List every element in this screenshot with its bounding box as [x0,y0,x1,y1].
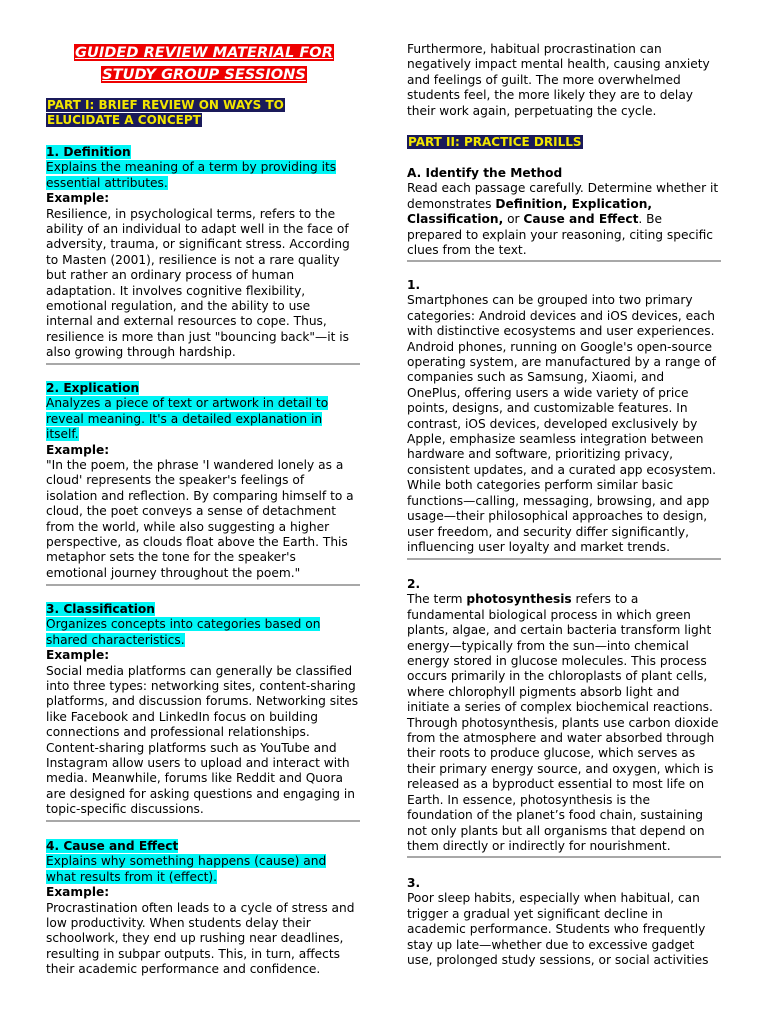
example-line: like Facebook and LinkedIn focus on building [46,709,318,724]
drill-line: consistent updates, and a curated app ecosystem. [407,462,717,477]
instruction-line: prepared to explain your reasoning, citing specific [407,227,713,242]
method-description-line: Organizes concepts into categories based on [46,617,321,632]
example-line: Procrastination often leads to a cycle of stress and [46,900,355,915]
drill-line: released as a byproduct essential to most life on [407,777,705,792]
example-line: internal and external resources to cope. Thus, [46,314,327,329]
method-explication [46,381,362,581]
example-line: ability of an individual to adapt well in the face of [46,222,349,237]
drill-term-bold: photosynthesis [466,592,572,607]
method-description-line: itself. [46,427,79,442]
example-label: Example: [46,885,110,900]
drill-line: user freedom, and security differ significantly, [407,524,689,539]
drill-line: energy—typically from the sun—into chemical [407,638,689,653]
example-label: Example: [46,648,110,663]
example-label: Example: [46,442,110,457]
drill-line: foundation of the planet’s food chain, sustaining [407,808,703,823]
divider [46,820,360,822]
part-2-heading-text: PART II: PRACTICE DRILLS [408,135,582,149]
drill-line: hardware and software, prioritizing privacy, [407,447,674,462]
paragraph-line: students feel, the more likely they are to delay [407,88,694,103]
example-line: metaphor sets the tone for the speaker's [46,550,296,565]
example-line: connections and professional relationships. [46,725,310,740]
example-line: Instagram allow users to upload and interact with [46,756,350,771]
drill-line: plants, algae, and certain bacteria transform light [407,623,712,638]
method-description-line: Explains why something happens (cause) and [46,854,327,869]
drill-line: from the atmosphere and water absorbed through [407,731,715,746]
title-line-1: GUIDED REVIEW MATERIAL FOR [75,44,333,61]
example-line: cloud' represents the speaker's feelings of [46,473,305,488]
drill-line: Earth. In essence, photosynthesis is the [407,792,651,807]
drill-line: occurs primarily in the chloroplasts of plant cells, [407,669,708,684]
part-1-heading-line-1: PART I: BRIEF REVIEW ON WAYS TO [47,98,284,112]
drill-number: 2. [407,577,421,591]
method-heading: 2. Explication [46,381,140,395]
example-line: topic-specific discussions. [46,802,204,817]
example-line: cloud, the poet conveys a sense of detachment [46,504,337,519]
example-line: isolation and reflection. By comparing himself to a [46,488,354,503]
document-title [46,42,362,85]
drill-line: initiate a series of complex biochemical reactions. [407,700,713,715]
instruction-bold: Definition, Explication, [495,196,652,211]
divider [407,260,721,262]
drill-line: influencing user loyalty and market trends. [407,539,671,554]
example-line: adversity, trauma, or significant stress. According [46,237,350,252]
method-classification [46,602,362,818]
method-description-line: Explains the meaning of a term by providing its [46,160,337,175]
paragraph-line: Furthermore, habitual procrastination can [407,42,662,56]
drill-line: While both categories perform similar basic [407,478,674,493]
part-1-heading [46,98,362,129]
instruction-text: demonstrates [407,196,496,211]
divider [407,856,721,858]
drill-line: categories: Android devices and iOS devices, each [407,308,716,323]
divider [407,558,721,560]
drill-line [407,592,725,607]
part-1-heading-line-2: ELUCIDATE A CONCEPT [47,113,201,128]
instruction-line: Read each passage carefully. Determine whether it [407,181,719,196]
instruction-line [407,197,725,212]
example-line: media. Meanwhile, forums like Reddit and Quora [46,771,343,786]
example-line: resilience is more than just "bouncing back"—it is [46,329,349,344]
drill-line: their primary energy source, and oxygen, which is [407,761,714,776]
drill-line: operating system, are manufactured by a range of [407,355,716,370]
drill-line: functions—calling, messaging, browsing, and app [407,493,710,508]
method-cause-and-effect [46,839,362,978]
drill-line: energy stored in glucose molecules. This process [407,654,707,669]
example-label: Example: [46,191,110,206]
drill-line: trigger a gradual yet significant decline in [407,906,663,921]
instruction-bold: Cause and Effect [523,212,639,227]
method-heading: 4. Cause and Effect [46,839,179,853]
instruction-line: clues from the text. [407,243,527,258]
drill-line: OnePlus, offering users a wide variety of price [407,385,689,400]
example-line: into three types: networking sites, content-sharing [46,679,356,694]
drill-3 [407,876,725,968]
drill-number: 1. [407,278,421,292]
example-line: Social media platforms can generally be classified [46,663,353,678]
drill-line: points, designs, and customizable features. In [407,401,688,416]
example-line: adaptation. It involves cognitive flexibility, [46,283,306,298]
example-line: Resilience, in psychological terms, refers to the [46,206,336,221]
method-description-line: shared characteristics. [46,632,185,647]
example-line: emotional journey throughout the poem." [46,565,301,580]
drill-line: Android phones, running on Google's open-source [407,339,713,354]
drill-2 [407,577,725,854]
example-line: but rather an ordinary process of human [46,268,295,283]
paragraph-line: negatively impact mental health, causing anxiety [407,57,710,72]
drill-line: with distinctive ecosystems and user experiences. [407,324,715,339]
example-line: their academic performance and confidence. [46,962,321,977]
section-a [407,166,725,258]
paragraph-line: their work again, perpetuating the cycle. [407,103,657,118]
drill-1 [407,278,725,555]
section-a-heading: A. Identify the Method [407,166,563,180]
example-line: Content-sharing platforms such as YouTube and [46,740,337,755]
drill-line: Through photosynthesis, plants use carbon dioxide [407,715,719,730]
instruction-text: . Be [638,212,663,227]
drill-line: use, prolonged study sessions, or social activities [407,953,709,968]
example-line: resulting in subpar outputs. This, in turn, affects [46,946,340,961]
example-line: schoolwork, they end up rushing near deadlines, [46,931,344,946]
method-heading: 1. Definition [46,145,131,159]
instruction-text: or [503,212,524,227]
method-heading: 3. Classification [46,602,155,616]
drill-line: companies such as Samsung, Xiaomi, and [407,370,665,385]
example-line: also growing through hardship. [46,345,236,360]
drill-line: not only plants but all organisms that depend on [407,823,705,838]
drill-line: usage—their philosophical approaches to design, [407,509,708,524]
drill-line: stay up late—whether due to excessive gadget [407,937,695,952]
example-line: emotional regulation, and the ability to use [46,299,311,314]
drill-line: fundamental biological process in which green [407,607,691,622]
drill-number: 3. [407,876,421,890]
example-line: perspective, as clouds float above the Earth. This [46,535,348,550]
example-line: to Masten (2001), resilience is not a rare quality [46,252,340,267]
continuation-paragraph [407,42,722,119]
method-description-line: essential attributes. [46,175,168,190]
divider [46,363,360,365]
divider [46,584,360,586]
drill-line: academic performance. Students who frequently [407,922,706,937]
example-line: "In the poem, the phrase 'I wandered lonely as a [46,458,344,473]
title-line-2: STUDY GROUP SESSIONS [102,65,306,83]
method-description-line: reveal meaning. It's a detailed explanation in [46,411,323,426]
drill-line: Smartphones can be grouped into two primary [407,293,693,308]
instruction-bold: Classification, [407,212,504,227]
drill-line: Apple, emphasize seamless integration between [407,432,704,447]
method-description-line: what results from it (effect). [46,869,218,884]
example-line: from the world, while also suggesting a higher [46,519,330,534]
drill-line: contrast, iOS devices, developed exclusively by [407,416,698,431]
example-line: low productivity. When students delay their [46,916,311,931]
example-line: are designed for asking questions and engaging in [46,786,356,801]
paragraph-line: and feelings of guilt. The more overwhelmed [407,72,681,87]
drill-text: The term [407,592,467,607]
drill-text: refers to a [571,592,639,607]
drill-line: Poor sleep habits, especially when habitual, can [407,891,700,906]
drill-line: them directly or indirectly for nourishment. [407,838,671,853]
drill-line: where chlorophyll pigments absorb light and [407,684,680,699]
example-line: platforms, and discussion forums. Networking sites [46,694,359,709]
part-2-heading [407,135,583,150]
instruction-line [407,212,725,227]
drill-line: their roots to produce glucose, which serves as [407,746,696,761]
method-definition [46,145,362,361]
method-description-line: Analyzes a piece of text or artwork in detail to [46,396,329,411]
